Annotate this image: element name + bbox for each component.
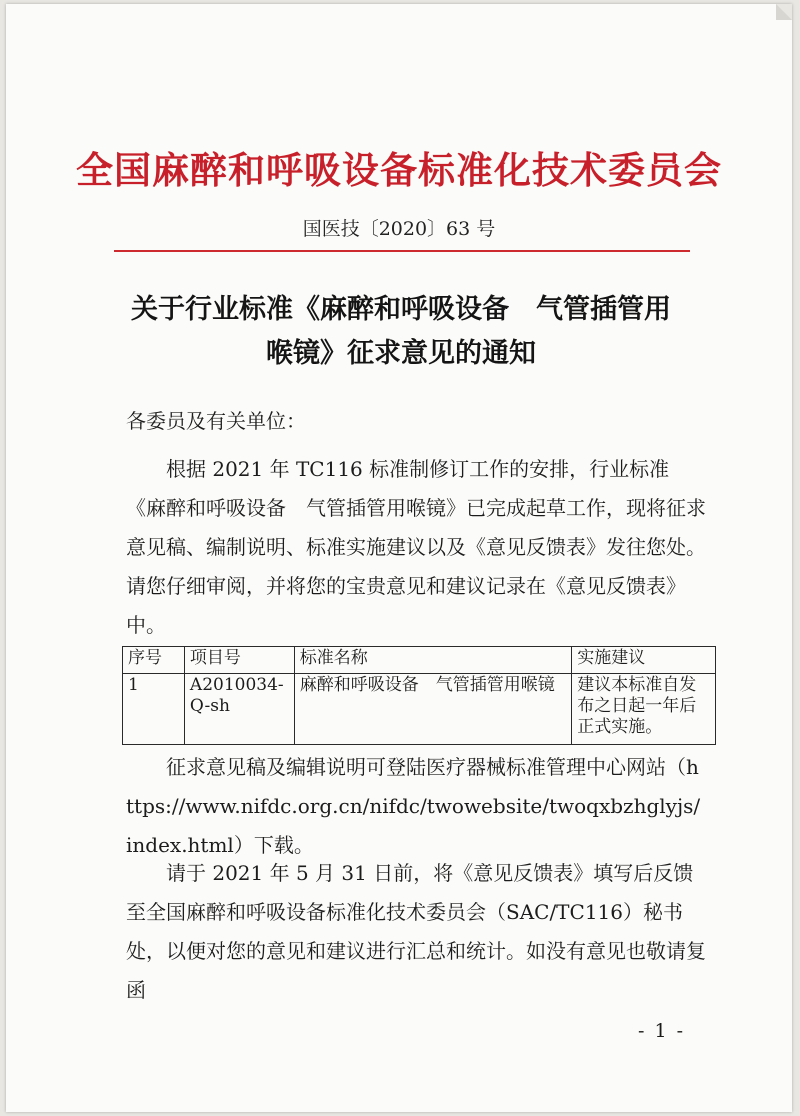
title-line-1: 关于行业标准《麻醉和呼吸设备 气管插管用 [131, 294, 671, 325]
organization-header: 全国麻醉和呼吸设备标准化技术委员会 [76, 148, 722, 192]
header-project-no: 项目号 [184, 647, 294, 674]
table-header-row [123, 647, 716, 674]
page-corner-fold [776, 4, 792, 20]
cell-suggestion: 建议本标准自发布之日起一年后正式实施。 [572, 674, 716, 745]
red-divider [114, 250, 690, 252]
paragraph-1: 根据 2021 年 TC116 标准制修订工作的安排，行业标准《麻醉和呼吸设备 气管插管用喉镜》已完成起草工作，现将征求意见稿、编制说明、标准实施建议以及《意见反馈表》发往您处。请您仔细审阅，并将您的宝贵意见和建议记录在《意见反馈表》中。 [126, 457, 706, 637]
title-line-2: 喉镜》征求意见的通知 [266, 338, 536, 369]
standards-table [122, 646, 716, 745]
header-index: 序号 [123, 647, 185, 674]
document-number: 国医技〔2020〕63 号 [302, 218, 496, 240]
header-standard-name: 标准名称 [294, 647, 571, 674]
cell-standard-name: 麻醉和呼吸设备 气管插管用喉镜 [294, 674, 571, 745]
page-number: - 1 - [638, 1020, 686, 1042]
cell-index: 1 [123, 674, 185, 745]
cell-project-no: A2010034-Q-sh [184, 674, 294, 745]
document-page [6, 4, 792, 1112]
paragraph-2: 征求意见稿及编辑说明可登陆医疗器械标准管理中心网站（https://www.nifdc.org.cn/nifdc/twowebsite/twoqxbzhglyjs/index.html）下载。 [126, 755, 701, 857]
notice-title [106, 288, 696, 376]
header-suggestion: 实施建议 [572, 647, 716, 674]
table-row [123, 674, 716, 745]
paragraph-3: 请于 2021 年 5 月 31 日前，将《意见反馈表》填写后反馈至全国麻醉和呼吸设备标准化技术委员会（SAC/TC116）秘书处，以便对您的意见和建议进行汇总和统计。如没有意见也敬请复函 [126, 861, 706, 1002]
salutation: 各委员及有关单位： [126, 409, 306, 433]
